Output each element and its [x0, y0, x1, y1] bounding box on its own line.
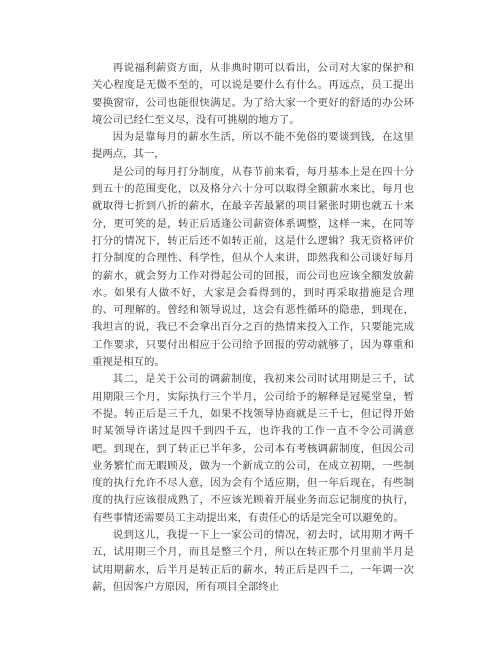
document-body [92, 60, 414, 596]
paragraph-raise-system: 其二，是关于公司的调薪制度，我初来公司时试用期是三千，试用期限三个月，实际执行三个半月，公司给予的解释是冠冕堂皇，暂不提。转正后是三千九，如果不找领导协商就是三千七，但记得开始时某领导许诺过是四千到四千五，也许我的工作一直不令公司满意吧。到现在，到了转正已半年多，公司本有考核调薪制度，但因公司业务繁忙而无暇顾及，做为一个新成立的公司，在成立初期，一些制度的执行允许不尽人意，因为会有个适应期，但一年后现在，有些制度的执行应该很成熟了，不应该光顾着开展业务而忘记制度的执行，有些事情还需要员工主动提出来，有责任心的话是完全可以避免的。 [92, 373, 414, 524]
paragraph-previous-company: 说到这儿，我提一下上一家公司的情况，初去时，试用期才两千五，试用期三个月，而且是整三个月，所以在转正那个月里前半月是试用期薪水，后半月是转正后的薪水，转正后是四千二，一年调一次薪，但因客户方原因，所有项目全部终止 [92, 529, 414, 593]
paragraph-salary-intro: 因为是靠每月的薪水生活，所以不能不免俗的要谈到钱，在这里提两点，其一， [92, 131, 414, 161]
paragraph-scoring-system: 是公司的每月打分制度，从春节前来看，每月基本上是在四十分到五十的范围变化，以及格分六十分可以取得全额薪水来比，每月也就取得七折到八折的薪水，在最辛苦最紧的项目紧张时期也就五十来分，更可笑的是，转正后适逢公司薪资体系调整，这样一来，在同等打分的情况下，转正后还不如转正前，这是什么逻辑？我无资格评价打分制度的合理性、科学性，但从个人来讲，即然我和公司谈好每月的薪水，就会努力工作对得起公司的回报，而公司也应该全额发放薪水。如果有人做不好，大家是会看得到的，到时再采取措施是合理的、可理解的。曾经和领导说过，这会有恶性循环的隐患，到现在，我坦言的说，我已不会拿出百分之百的热情来投入工作，只要能完成工作要求，只要付出相应于公司给予回报的劳动就够了，因为尊重和重视是相互的。 [92, 165, 414, 369]
paragraph-welfare: 再说福利薪资方面，从非典时期可以看出，公司对大家的保护和关心程度是无微不至的，可以说是要什么有什么。再远点，员工提出要换窗帘，公司也能很快满足。为了给大家一个更好的舒适的办公环境公司已经仁至义尽，没有可挑剔的地方了。 [92, 62, 414, 126]
